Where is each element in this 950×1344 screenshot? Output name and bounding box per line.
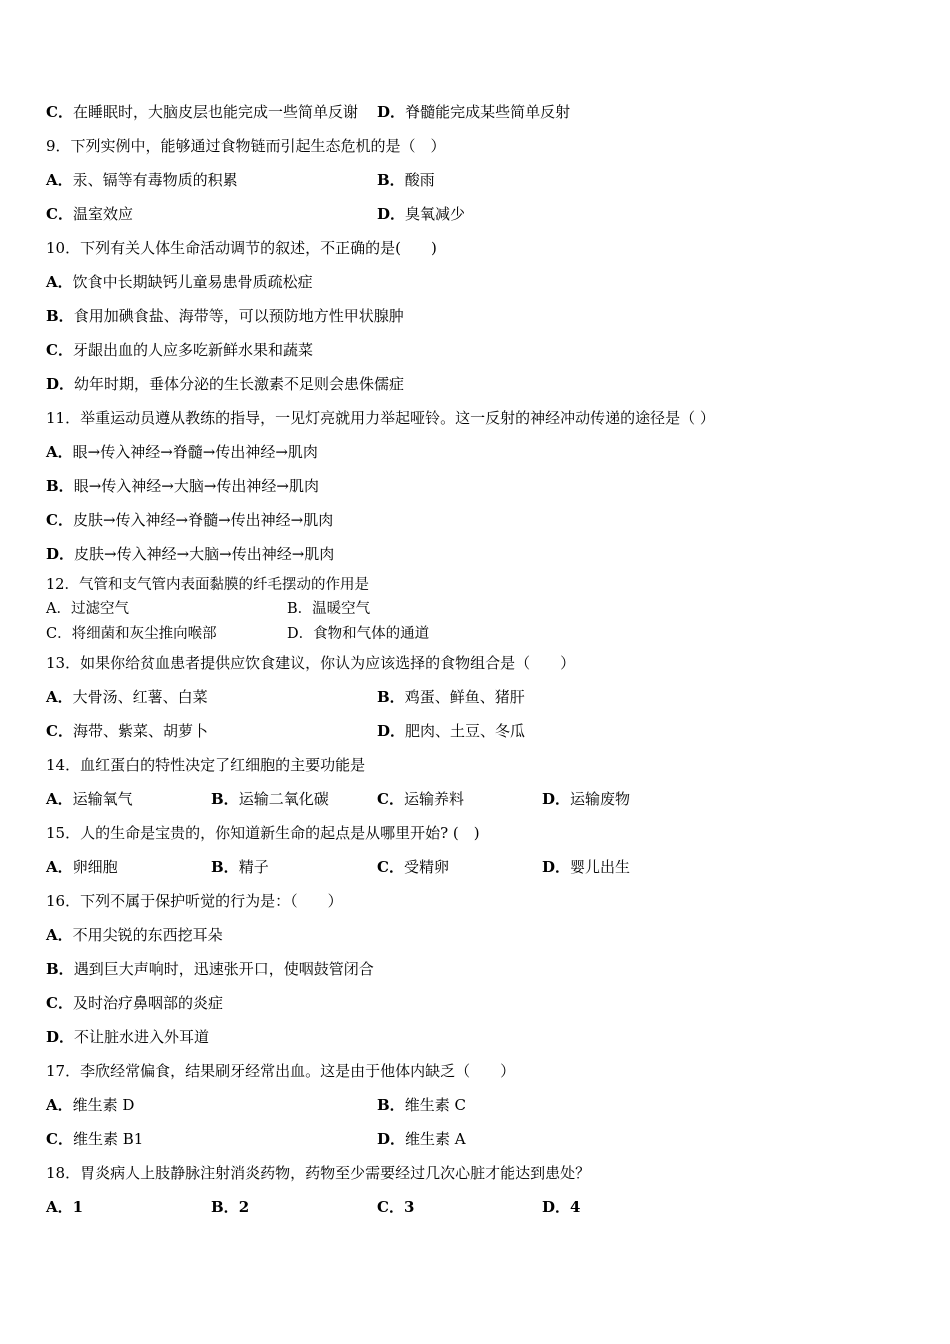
option-d: D．幼年时期，垂体分泌的生长激素不足则会患侏儒症 — [46, 375, 405, 393]
option-c: C．温室效应 — [46, 205, 133, 223]
option-d: D．皮肤→传入神经→大脑→传出神经→肌肉 — [46, 545, 335, 563]
question-14: 14．血红蛋白的特性决定了红细胞的主要功能是 — [46, 756, 366, 774]
option-b: B．温暖空气 — [287, 601, 371, 617]
option-b: B．2 — [211, 1198, 250, 1216]
option-a: A．饮食中长期缺钙儿童易患骨质疏松症 — [46, 273, 313, 291]
question-16: 16．下列不属于保护听觉的行为是：（ ） — [46, 892, 343, 910]
option-row — [46, 687, 906, 707]
option-b: B．维生素 C — [377, 1096, 466, 1114]
option-a: A．卵细胞 — [46, 858, 118, 876]
option-row — [46, 1129, 906, 1149]
option-row — [46, 624, 906, 644]
option-b: B．酸雨 — [377, 171, 435, 189]
option-d: D．不让脏水进入外耳道 — [46, 1028, 210, 1046]
option-c: C．3 — [377, 1198, 415, 1216]
option-row — [46, 789, 906, 809]
option-a: A．汞、镉等有毒物质的积累 — [46, 171, 238, 189]
question-11: 11．举重运动员遵从教练的指导，一见灯亮就用力举起哑铃。这一反射的神经冲动传递的途径是（ ） — [46, 409, 715, 427]
option-b: B．眼→传入神经→大脑→传出神经→肌肉 — [46, 477, 319, 495]
question-9: 9．下列实例中，能够通过食物链而引起生态危机的是（ ） — [46, 137, 446, 155]
option-d: D．运输废物 — [542, 790, 631, 808]
option-c: C．运输养料 — [377, 790, 464, 808]
option-a: A．维生素 D — [46, 1096, 135, 1114]
option-row — [46, 170, 906, 190]
option-text: 在睡眠时，大脑皮层也能完成一些简单反谢 — [72, 103, 358, 121]
option-c: C．受精卵 — [377, 858, 449, 876]
option-b: B．遇到巨大声响时，迅速张开口，使咽鼓管闭合 — [46, 960, 374, 978]
option-row — [46, 857, 906, 877]
option-c: C．牙龈出血的人应多吃新鲜水果和蔬菜 — [46, 341, 313, 359]
question-18: 18．胃炎病人上肢静脉注射消炎药物，药物至少需要经过几次心脏才能达到患处？ — [46, 1164, 591, 1182]
option-b: B．运输二氧化碳 — [211, 790, 329, 808]
option-row — [46, 1095, 906, 1115]
option-a: A．不用尖锐的东西挖耳朵 — [46, 926, 223, 944]
option-a: A．1 — [46, 1198, 84, 1216]
option-a: A．过滤空气 — [46, 601, 129, 617]
option-b: B．食用加碘食盐、海带等，可以预防地方性甲状腺肿 — [46, 307, 404, 325]
option-c: C．海带、紫菜、胡萝卜 — [46, 722, 208, 740]
option-d: D．食物和气体的通道 — [287, 626, 430, 642]
option-a: A．运输氧气 — [46, 790, 133, 808]
option-c: C．及时治疗鼻咽部的炎症 — [46, 994, 223, 1012]
option-row — [46, 1197, 906, 1217]
question-10: 10．下列有关人体生命活动调节的叙述，不正确的是( ) — [46, 239, 437, 257]
question-15: 15．人的生命是宝贵的，你知道新生命的起点是从哪里开始? ( ) — [46, 824, 480, 842]
option-d: D．4 — [542, 1198, 581, 1216]
option-row — [46, 721, 906, 741]
option-c: C．皮肤→传入神经→脊髓→传出神经→肌肉 — [46, 511, 334, 529]
option-line-c-d — [46, 102, 570, 122]
option-a: A．眼→传入神经→脊髓→传出神经→肌肉 — [46, 443, 318, 461]
option-label: D． — [377, 103, 406, 121]
option-b: B．精子 — [211, 858, 269, 876]
option-c: C．将细菌和灰尘推向喉部 — [46, 626, 217, 642]
option-d: D．维生素 A — [377, 1130, 466, 1148]
option-row — [46, 204, 906, 224]
question-17: 17．李欣经常偏食，结果刷牙经常出血。这是由于他体内缺乏（ ） — [46, 1062, 516, 1080]
option-c: C．维生素 B1 — [46, 1130, 144, 1148]
question-12: 12．气管和支气管内表面黏膜的纤毛摆动的作用是 — [46, 577, 369, 593]
question-13: 13．如果你给贫血患者提供应饮食建议，你认为应该选择的食物组合是（ ） — [46, 654, 576, 672]
option-b: B．鸡蛋、鲜鱼、猪肝 — [377, 688, 525, 706]
option-d: D．臭氧减少 — [377, 205, 466, 223]
option-d: D．肥肉、土豆、冬瓜 — [377, 722, 526, 740]
option-label: C． — [46, 103, 73, 121]
option-text: 脊髓能完成某些简单反射 — [405, 103, 571, 121]
option-d: D．婴儿出生 — [542, 858, 631, 876]
option-row — [46, 599, 906, 619]
option-a: A．大骨汤、红薯、白菜 — [46, 688, 208, 706]
